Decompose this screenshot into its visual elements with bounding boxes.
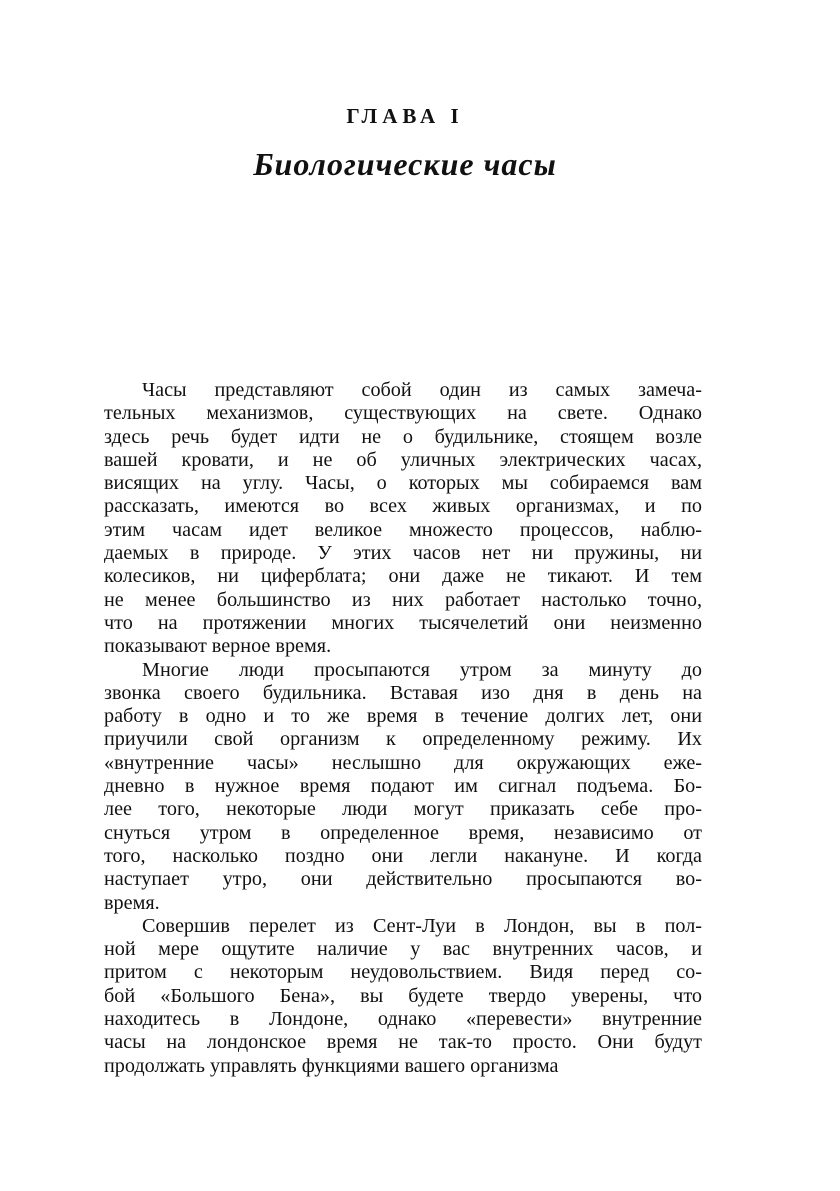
text-line: звонка своего будильника. Вставая изо дня в день на <box>104 681 702 704</box>
text-line: притом с некоторым неудовольствием. Видя перед со- <box>104 961 702 984</box>
text-line: Многие люди просыпаются утром за минуту до <box>142 658 702 681</box>
text-line: показывают верное время. <box>104 635 332 658</box>
text-line: часы на лондонское время не так-то просто. Они будут <box>104 1031 702 1054</box>
text-line: наступает утро, они действительно просыпаются во- <box>104 868 702 891</box>
text-line: Часы представляют собой один из самых замеча- <box>142 379 702 401</box>
text-line: «внутренние часы» неслышно для окружающих еже- <box>104 751 702 774</box>
text-line: находитесь в Лондоне, однако «перевести» внутренние <box>104 1008 702 1031</box>
text-line: время. <box>104 891 160 914</box>
text-line: даемых в природе. У этих часов нет ни пружины, ни <box>104 542 702 565</box>
text-line: Совершив перелет из Сент-Луи в Лондон, вы в пол- <box>142 914 702 937</box>
text-line: колесиков, ни циферблата; они даже не тикают. И тем <box>104 565 702 588</box>
text-line: снуться утром в определенное время, независимо от <box>104 821 702 844</box>
text-line: здесь речь будет идти не о будильнике, стоящем возле <box>104 425 702 448</box>
paragraph <box>104 915 702 1078</box>
text-line: работу в одно и то же время в течение долгих лет, они <box>104 705 702 728</box>
text-line: ной мере ощутите наличие у вас внутренних часов, и <box>104 938 702 961</box>
text-line: дневно в нужное время подают им сигнал подъема. Бо- <box>104 775 702 798</box>
body-text <box>104 379 702 1078</box>
text-line: того, насколько поздно они легли накануне. И когда <box>104 844 702 867</box>
text-line: что на протяжении многих тысячелетий они неизменно <box>104 611 702 634</box>
chapter-label: ГЛАВА I <box>346 104 464 128</box>
text-line: рассказать, имеются во всех живых организмах, и по <box>104 495 702 518</box>
paragraph <box>104 379 702 659</box>
text-line: тельных механизмов, существующих на свете. Однако <box>104 402 702 425</box>
text-line: этим часам идет великое множесто процессов, наблю- <box>104 518 702 541</box>
text-line: продолжать управлять функциями вашего организма <box>104 1054 559 1077</box>
chapter-title: Биологические часы <box>253 146 557 182</box>
text-line: не менее большинство из них работает настолько точно, <box>104 588 702 611</box>
text-line: лее того, некоторые люди могут приказать себе про- <box>104 798 702 821</box>
text-line: приучили свой организм к определенному режиму. Их <box>104 728 702 751</box>
paragraph <box>104 659 702 915</box>
text-line: висящих на углу. Часы, о которых мы собираемся вам <box>104 472 702 495</box>
text-line: вашей кровати, и не об уличных электрических часах, <box>104 448 702 471</box>
text-line: бой «Большого Бена», вы будете твердо уверены, что <box>104 984 702 1007</box>
